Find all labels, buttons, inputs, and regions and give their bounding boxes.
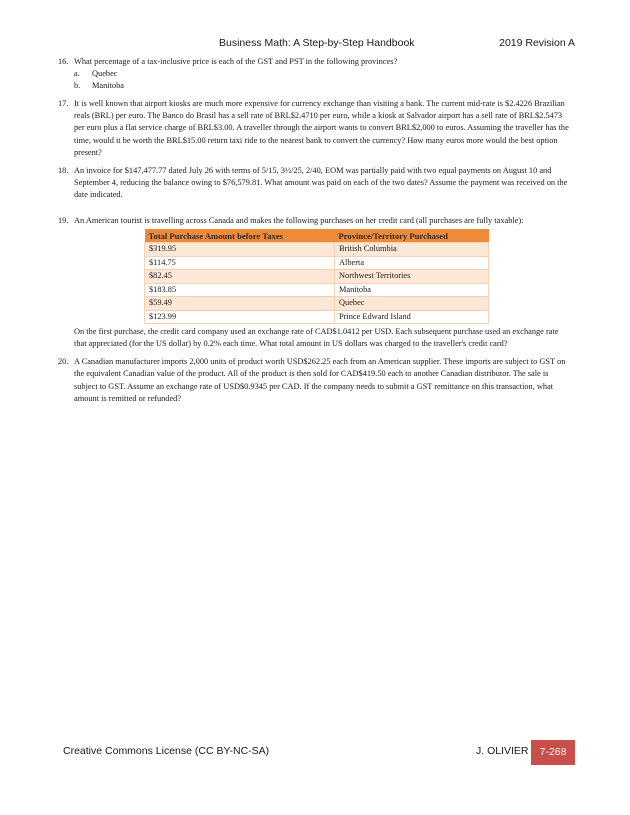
table-row: [145, 310, 489, 324]
amount-cell: $82.45: [145, 270, 335, 284]
sub-item-a: [74, 68, 570, 80]
question-20: [56, 356, 570, 404]
page-header: [0, 37, 630, 53]
sub-item-label: b.: [74, 81, 81, 91]
province-cell: Quebec: [335, 297, 489, 311]
question-text: An American tourist is travelling across Canada and makes the following purchases on her credit card (all purchases are fully taxable):: [74, 216, 524, 226]
table-row: [145, 297, 489, 311]
question-16: [56, 56, 570, 92]
question-number: 20.: [58, 357, 69, 367]
column-header-province: Province/Territory Purchased: [335, 229, 489, 243]
question-text: What percentage of a tax-inclusive price is each of the GST and PST in the following provinces?: [74, 57, 398, 66]
sub-item-text: Quebec: [92, 69, 118, 79]
province-cell: British Columbia: [335, 243, 489, 257]
exercise-list: [56, 56, 570, 405]
license-text: Creative Commons License (CC BY-NC-SA): [63, 745, 270, 757]
book-title: Business Math: A Step-by-Step Handbook: [219, 37, 415, 49]
question-followup-text: On the first purchase, the credit card company used an exchange rate of CAD$1.0412 per USD. Each subsequent purchase used an exchange rate that appreciated (for the US dollar) by 0.2% each time. What total amount in US dollars was charged to the traveller's credit card?: [74, 327, 559, 349]
question-number: 16.: [58, 57, 69, 66]
question-number: 17.: [58, 99, 69, 109]
amount-cell: $114.75: [145, 256, 335, 270]
page-footer: [0, 740, 630, 764]
question-text: It is well known that airport kiosks are much more expensive for currency exchange than visiting a bank. The current mid-rate is $2.4226 Brazilian reals (BRL) per euro. The Banco do Brasil has a sell rate of BRL$2.4710 per euro, while a kiosk at Salvador airport has a sell rate of BRL$2.5473 per euro plus a flat service charge of BRL$3.00. A traveller through the airport wants to convert BRL$2,000 to euros. Assuming the traveller has the time, would it be worth the BRL$15.00 return taxi ride to the nearest bank to convert the currency? How many euros more would the best option present?: [74, 99, 569, 157]
province-cell: Manitoba: [335, 283, 489, 297]
question-text: A Canadian manufacturer imports 2,000 units of product worth USD$262.25 each from an American supplier. These imports are subject to GST on the equivalent Canadian value of the product. All of the product is then sold for CAD$419.50 each to another Canadian distributor. The sale is subject to GST. Assume an exchange rate of USD$0.9345 per CAD. If the company needs to submit a GST remittance on this transaction, what amount is remitted or refunded?: [74, 357, 566, 403]
amount-cell: $59.49: [145, 297, 335, 311]
author-name: J. OLIVIER: [476, 745, 529, 757]
question-number: 18.: [58, 165, 69, 175]
amount-cell: $123.99: [145, 310, 335, 324]
province-cell: Prince Edward Island: [335, 310, 489, 324]
amount-cell: $319.95: [145, 243, 335, 257]
sub-item-b: [74, 80, 570, 92]
table-row: [145, 243, 489, 257]
question-17: [56, 98, 570, 158]
province-cell: Alberta: [335, 256, 489, 270]
question-number: 19.: [58, 216, 69, 226]
table-row: [145, 270, 489, 284]
amount-cell: $183.85: [145, 283, 335, 297]
sub-item-text: Manitoba: [92, 81, 124, 91]
question-18: [56, 165, 570, 201]
province-cell: Northwest Territories: [335, 270, 489, 284]
revision-label: 2019 Revision A: [499, 37, 575, 49]
purchases-table: [144, 229, 489, 324]
table-row: [145, 283, 489, 297]
table-header-row: [145, 229, 489, 243]
question-text: An invoice for $147,477.77 dated July 26 with terms of 5/15, 3½/25, 2/40, EOM was partially paid with two equal payments on August 10 and September 4, reducing the balance owing to $76,579.81. What amount was paid on each of the two dates? Assume the payment was received on the date indicated.: [74, 165, 568, 199]
column-header-amount: Total Purchase Amount before Taxes: [145, 229, 335, 243]
sub-item-label: a.: [74, 69, 80, 79]
question-19: [56, 215, 570, 350]
table-row: [145, 256, 489, 270]
page-number-badge: 7-268: [531, 740, 575, 765]
